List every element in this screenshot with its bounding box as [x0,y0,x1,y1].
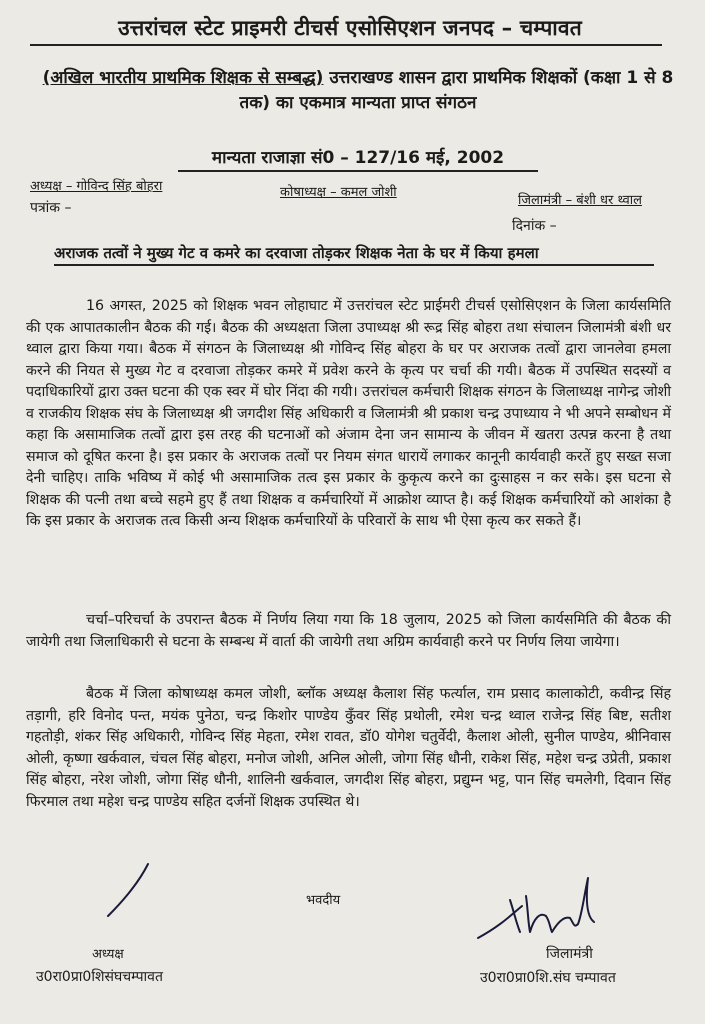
date-label: दिनांक – [512,218,557,234]
affiliation-text: (अखिल भारतीय प्राथमिक शिक्षक से सम्बद्ध) [42,68,324,88]
subject-line: अराजक तत्वों ने मुख्य गेट व कमरे का दरवाजा तोड़कर शिक्षक नेता के घर में किया हमला [54,243,654,266]
paragraph-2-text: चर्चा–परिचर्चा के उपरान्त बैठक में निर्णय लिया गया कि 18 जुलाय, 2025 को जिला कार्यसमिति की बैठक की जायेगी तथा जिलाधिकारी से घटना के सम्बन्ध में वार्ता की जायेगी तथा अग्रिम कार्यवाही करने पर निर्णय लिया जायेगा। [26,612,671,650]
paragraph-2 [26,610,671,653]
letter-no-label: पत्रांक – [30,200,72,216]
president-name: अध्यक्ष – गोविन्द सिंह बोहरा [30,179,163,194]
secretary-signature [470,866,610,946]
left-signatory-org: उ0रा0प्रा0शिसंघचम्पावत [36,969,163,985]
left-signatory-title: अध्यक्ष [92,947,124,962]
paragraph-3 [26,684,671,813]
paragraph-1 [26,296,671,533]
treasurer-name: कोषाध्यक्ष – कमल जोशी [280,185,397,200]
letterhead-title: उत्तरांचल स्टेट प्राइमरी टीचर्स एसोसिएशन जनपद – चम्पावत [118,16,582,40]
recognition-order: मान्यता राजाज्ञा सं0 – 127/16 मई, 2002 [178,145,538,172]
president-signature [100,860,160,920]
recognition-text: उत्तराखण्ड शासन द्वारा प्राथमिक शिक्षकों (कक्षा 1 से 8 तक) का एकमात्र मान्यता प्राप्त संगठन [239,68,674,113]
right-signatory-title: जिलामंत्री [546,946,593,962]
paragraph-1-text: 16 अगस्त, 2025 को शिक्षक भवन लोहाघाट में उत्तरांचल स्टेट प्राईमरी टीचर्स एसोसिएशन के जिला कार्यसमिति की एक आपातकालीन बैठक की गई। बैठक की अध्यक्षता जिला उपाध्यक्ष श्री रूद्र सिंह बोहरा तथा संचालन जिलामंत्री बंशी धर थ्वाल द्वारा किया गया। बैठक में संगठन के जिलाध्यक्ष श्री गोविन्द सिंह बोहरा के घर पर अराजक तत्वों द्वारा जानलेवा हमला करने की नियत से मुख्य गेट व दरवाजा तोड़कर कमरे में प्रवेश करने के कृत्य पर चर्चा की गयी। बैठक में उपस्थित सदस्यों व पदाधिकारियों द्वारा उक्त घटना की एक स्वर में घोर निंदा की गयी। उत्तरांचल कर्मचारी शिक्षक संगठन के जिलाध्यक्ष नागेन्द्र जोशी व राजकीय शिक्षक संघ के जिलाध्यक्ष श्री जगदीश सिंह अधिकारी व जिलामंत्री श्री प्रकाश चन्द्र उपाध्याय ने भी अपने सम्बोधन में कहा कि असामाजिक तत्वों द्वारा इस तरह की घटनाओं को अंजाम देना जन सामान्य के जीवन में खतरा उत्पन्न करना है तथा समाज को दूषित करना है। इस प्रकार के अराजक तत्वों पर नियम संगत धारायें लगाकर कानूनी कार्यवाही करतें हुए सख्त सजा देनी चाहिए। ताकि भविष्य में कोई भी असामाजिक तत्व इस प्रकार के कुकृत्य करने का दुःसाहस न कर सके। इस घटना से शिक्षक की पत्नी तथा बच्चे सहमे हुए हैं तथा शिक्षक व कर्मचारियों में आक्रोश व्याप्त है। कई शिक्षक कर्मचारियों को आशंका है कि इस प्रकार के अराजक तत्व किसी अन्य शिक्षक कर्मचारियों के परिवारों के साथ भी ऐसा कृत्य कर सकते हैं। [26,298,671,529]
letterhead-affiliation [38,66,678,116]
secretary-name: जिलामंत्री – बंशी धर थ्वाल [518,193,642,208]
right-signatory-org: उ0रा0प्रा0शि.संघ चम्पावत [480,970,616,986]
yours-faithfully: भवदीय [306,893,341,908]
letterhead-rule [30,44,662,46]
paragraph-3-text: बैठक में जिला कोषाध्यक्ष कमल जोशी, ब्लॉक अध्यक्ष कैलाश सिंह फर्त्याल, राम प्रसाद कालाकोटी, कवीन्द्र सिंह तड़ागी, हरि विनोद पन्त, मयंक पुनेठा, चन्द्र किशोर पाण्डेय कुँवर सिंह प्रथोली, रमेश चन्द्र थ्वाल राजेन्द्र सिंह बिष्ट, सतीश गहतोड़ी, शंकर सिंह अधिकारी, गोविन्द सिंह मेहता, रमेश रावत, डॉ0 योगेश चतुर्वेदी, कैलाश ओली, सुनील पाण्डेय, श्रीनिवास ओली, कृष्णा खर्कवाल, चंचल सिंह बोहरा, मनोज जोशी, अनिल ओली, जोगा सिंह धौनी, राकेश सिंह, महेश चन्द्र उप्रेती, प्रकाश सिंह बोहरा, नरेश जोशी, जोगा सिंह धौनी, शालिनी खर्कवाल, जगदीश सिंह बोहरा, प्रद्युम्न भट्ट, पान सिंह चमलेगी, दिवान सिंह फिरमाल तथा महेश चन्द्र पाण्डेय सहित दर्जनों शिक्षक उपस्थित थे। [26,686,671,810]
